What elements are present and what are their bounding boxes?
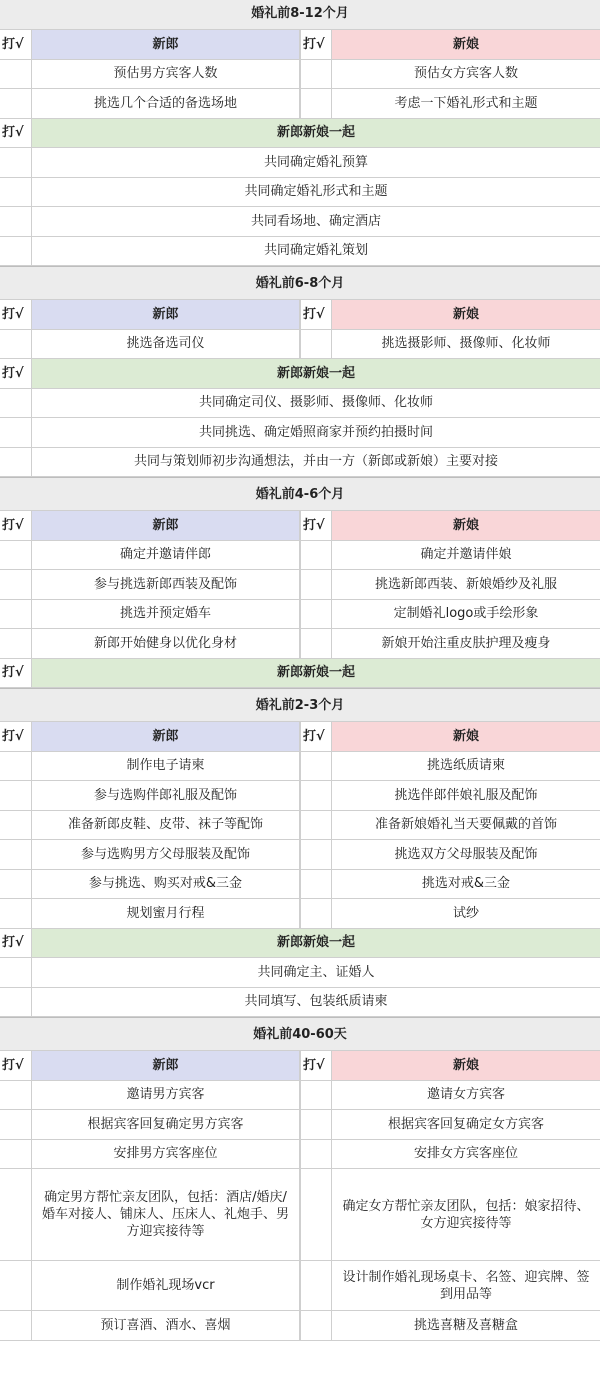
task-row (0, 811, 600, 841)
task-row (0, 629, 600, 659)
bride-checkbox[interactable] (300, 899, 332, 928)
task-row (0, 60, 600, 90)
bride-task: 挑选双方父母服装及配饰 (394, 846, 538, 862)
groom-task: 新郎开始健身以优化身材 (32, 629, 300, 658)
groom-header: 新郎 (32, 30, 300, 59)
bride-task: 挑选摄影师、摄像师、化妆师 (381, 336, 551, 352)
section-title: 婚礼前6-8个月 (0, 266, 600, 299)
bride-task: 邀请女方宾客 (426, 1087, 505, 1103)
bride-header: 新娘 (332, 511, 600, 540)
together-header-row (0, 359, 600, 389)
together-task: 共同确定婚礼预算 (263, 154, 368, 170)
groom-bride-header-row (0, 1051, 600, 1081)
groom-checkbox[interactable] (0, 1140, 32, 1169)
together-header: 新郎新娘一起 (32, 929, 600, 958)
groom-bride-header-row (0, 511, 600, 541)
groom-bride-header-row (0, 300, 600, 330)
groom-checkbox[interactable] (0, 899, 32, 928)
together-checkbox[interactable] (0, 958, 32, 987)
bride-task: 挑选新郎西装、新娘婚纱及礼服 (374, 576, 557, 592)
check-column-label: 打√ (0, 119, 32, 148)
task-row (0, 1261, 600, 1311)
groom-checkbox[interactable] (0, 600, 32, 629)
check-column-label: 打√ (0, 929, 32, 958)
together-checkbox[interactable] (0, 448, 32, 477)
bride-checkbox[interactable] (300, 811, 332, 840)
bride-task: 安排女方宾客座位 (413, 1146, 518, 1162)
check-column-label: 打√ (0, 30, 32, 59)
bride-checkbox[interactable] (300, 89, 332, 118)
together-checkbox[interactable] (0, 237, 32, 266)
bride-checkbox[interactable] (300, 1311, 332, 1340)
bride-task: 挑选喜糖及喜糖盒 (413, 1317, 518, 1333)
groom-task: 参与挑选新郎西装及配饰 (32, 570, 300, 599)
bride-checkbox[interactable] (300, 781, 332, 810)
bride-header: 新娘 (332, 722, 600, 751)
together-task: 共同挑选、确定婚照商家并预约拍摄时间 (198, 424, 433, 440)
bride-checkbox[interactable] (300, 1140, 332, 1169)
bride-task: 考虑一下婚礼形式和主题 (394, 95, 538, 111)
task-row (0, 89, 600, 119)
bride-header: 新娘 (332, 300, 600, 329)
groom-task: 确定并邀请伴郎 (32, 541, 300, 570)
groom-checkbox[interactable] (0, 1261, 32, 1310)
groom-task: 安排男方宾客座位 (32, 1140, 300, 1169)
groom-task: 制作电子请柬 (32, 752, 300, 781)
together-task: 共同填写、包装纸质请柬 (244, 994, 388, 1010)
bride-checkbox[interactable] (300, 570, 332, 599)
check-column-label: 打√ (0, 1051, 32, 1080)
groom-checkbox[interactable] (0, 840, 32, 869)
bride-task: 挑选对戒&三金 (421, 876, 511, 892)
bride-header: 新娘 (332, 30, 600, 59)
groom-checkbox[interactable] (0, 89, 32, 118)
section-header (0, 0, 600, 30)
together-header: 新郎新娘一起 (32, 119, 600, 148)
groom-task: 规划蜜月行程 (32, 899, 300, 928)
together-checkbox[interactable] (0, 418, 32, 447)
bride-task: 准备新娘婚礼当天要佩戴的首饰 (374, 817, 557, 833)
bride-task: 挑选伴郎伴娘礼服及配饰 (394, 787, 538, 803)
bride-checkbox[interactable] (300, 870, 332, 899)
groom-checkbox[interactable] (0, 60, 32, 89)
together-task-row (0, 207, 600, 237)
together-header-row (0, 659, 600, 689)
groom-checkbox[interactable] (0, 1081, 32, 1110)
task-row (0, 781, 600, 811)
groom-checkbox[interactable] (0, 870, 32, 899)
together-task-row (0, 988, 600, 1018)
task-row (0, 600, 600, 630)
task-row (0, 752, 600, 782)
task-row (0, 541, 600, 571)
check-column-label: 打√ (300, 300, 332, 329)
groom-task: 挑选几个合适的备选场地 (32, 89, 300, 118)
bride-checkbox[interactable] (300, 330, 332, 359)
section-title: 婚礼前4-6个月 (0, 477, 600, 510)
section-header (0, 1017, 600, 1051)
section-title: 婚礼前8-12个月 (0, 0, 600, 29)
task-row (0, 840, 600, 870)
section-header (0, 477, 600, 511)
groom-checkbox[interactable] (0, 1311, 32, 1340)
task-row (0, 1169, 600, 1261)
together-task: 共同确定主、证婚人 (257, 964, 375, 980)
task-row (0, 1140, 600, 1170)
together-checkbox[interactable] (0, 988, 32, 1017)
groom-header: 新郎 (32, 300, 300, 329)
groom-bride-header-row (0, 722, 600, 752)
groom-bride-header-row (0, 30, 600, 60)
groom-task: 制作婚礼现场vcr (32, 1261, 300, 1310)
section-title: 婚礼前2-3个月 (0, 688, 600, 721)
check-column-label: 打√ (300, 1051, 332, 1080)
together-header: 新郎新娘一起 (32, 359, 600, 388)
groom-task: 参与选购伴郎礼服及配饰 (32, 781, 300, 810)
together-task-row (0, 148, 600, 178)
together-task-row (0, 448, 600, 478)
groom-task: 邀请男方宾客 (32, 1081, 300, 1110)
bride-header: 新娘 (332, 1051, 600, 1080)
together-task-row (0, 237, 600, 267)
bride-checkbox[interactable] (300, 840, 332, 869)
groom-header: 新郎 (32, 722, 300, 751)
groom-checkbox[interactable] (0, 330, 32, 359)
together-header: 新郎新娘一起 (32, 659, 600, 688)
bride-checkbox[interactable] (300, 541, 332, 570)
check-column-label: 打√ (0, 722, 32, 751)
groom-task: 根据宾客回复确定男方宾客 (32, 1110, 300, 1139)
bride-checkbox[interactable] (300, 1261, 332, 1310)
check-column-label: 打√ (0, 300, 32, 329)
bride-checkbox[interactable] (300, 600, 332, 629)
check-column-label: 打√ (300, 30, 332, 59)
together-checkbox[interactable] (0, 178, 32, 207)
groom-checkbox[interactable] (0, 1169, 32, 1260)
check-column-label: 打√ (0, 659, 32, 688)
task-row (0, 570, 600, 600)
groom-checkbox[interactable] (0, 781, 32, 810)
bride-task: 确定女方帮忙亲友团队，包括：娘家招待、女方迎宾接待等 (342, 1198, 590, 1231)
task-row (0, 1110, 600, 1140)
bride-checkbox[interactable] (300, 1081, 332, 1110)
bride-checkbox[interactable] (300, 1169, 332, 1260)
together-task: 共同确定婚礼形式和主题 (244, 184, 388, 200)
check-column-label: 打√ (300, 511, 332, 540)
together-task-row (0, 958, 600, 988)
bride-checkbox[interactable] (300, 629, 332, 658)
groom-checkbox[interactable] (0, 811, 32, 840)
together-task-row (0, 178, 600, 208)
task-row (0, 1081, 600, 1111)
groom-task: 挑选备选司仪 (32, 330, 300, 359)
bride-checkbox[interactable] (300, 752, 332, 781)
bride-task: 试纱 (452, 905, 479, 921)
groom-task: 参与选购男方父母服装及配饰 (32, 840, 300, 869)
section-header (0, 266, 600, 300)
bride-task: 挑选纸质请柬 (426, 758, 505, 774)
groom-checkbox[interactable] (0, 541, 32, 570)
together-checkbox[interactable] (0, 148, 32, 177)
groom-task: 准备新郎皮鞋、皮带、袜子等配饰 (32, 811, 300, 840)
groom-task: 预估男方宾客人数 (32, 60, 300, 89)
groom-header: 新郎 (32, 511, 300, 540)
bride-task: 确定并邀请伴娘 (420, 547, 512, 563)
task-row (0, 330, 600, 360)
bride-checkbox[interactable] (300, 60, 332, 89)
check-column-label: 打√ (0, 359, 32, 388)
bride-task: 根据宾客回复确定女方宾客 (387, 1116, 544, 1132)
together-task: 共同看场地、确定酒店 (250, 213, 381, 229)
groom-header: 新郎 (32, 1051, 300, 1080)
groom-task: 挑选并预定婚车 (32, 600, 300, 629)
together-header-row (0, 929, 600, 959)
bride-task: 新娘开始注重皮肤护理及瘦身 (381, 635, 551, 651)
groom-checkbox[interactable] (0, 1110, 32, 1139)
task-row (0, 870, 600, 900)
together-task-row (0, 389, 600, 419)
together-task-row (0, 418, 600, 448)
groom-checkbox[interactable] (0, 570, 32, 599)
groom-checkbox[interactable] (0, 752, 32, 781)
together-task: 共同与策划师初步沟通想法，并由一方（新郎或新娘）主要对接 (133, 454, 498, 470)
groom-task: 确定男方帮忙亲友团队，包括：酒店/婚庆/婚车对接人、铺床人、压床人、礼炮手、男方迎宾接待等 (32, 1169, 300, 1260)
together-header-row (0, 119, 600, 149)
together-task: 共同确定司仪、摄影师、摄像师、化妆师 (198, 395, 433, 411)
task-row (0, 899, 600, 929)
bride-task: 设计制作婚礼现场桌卡、名签、迎宾牌、签到用品等 (342, 1269, 590, 1302)
groom-checkbox[interactable] (0, 629, 32, 658)
bride-task: 定制婚礼logo或手绘形象 (393, 606, 539, 622)
check-column-label: 打√ (300, 722, 332, 751)
groom-task: 预订喜酒、酒水、喜烟 (32, 1311, 300, 1340)
together-task: 共同确定婚礼策划 (263, 243, 368, 259)
together-checkbox[interactable] (0, 207, 32, 236)
groom-task: 参与挑选、购买对戒&三金 (32, 870, 300, 899)
task-row (0, 1311, 600, 1341)
section-header (0, 688, 600, 722)
bride-task: 预估女方宾客人数 (413, 66, 518, 82)
section-title: 婚礼前40-60天 (0, 1017, 600, 1050)
bride-checkbox[interactable] (300, 1110, 332, 1139)
together-checkbox[interactable] (0, 389, 32, 418)
check-column-label: 打√ (0, 511, 32, 540)
